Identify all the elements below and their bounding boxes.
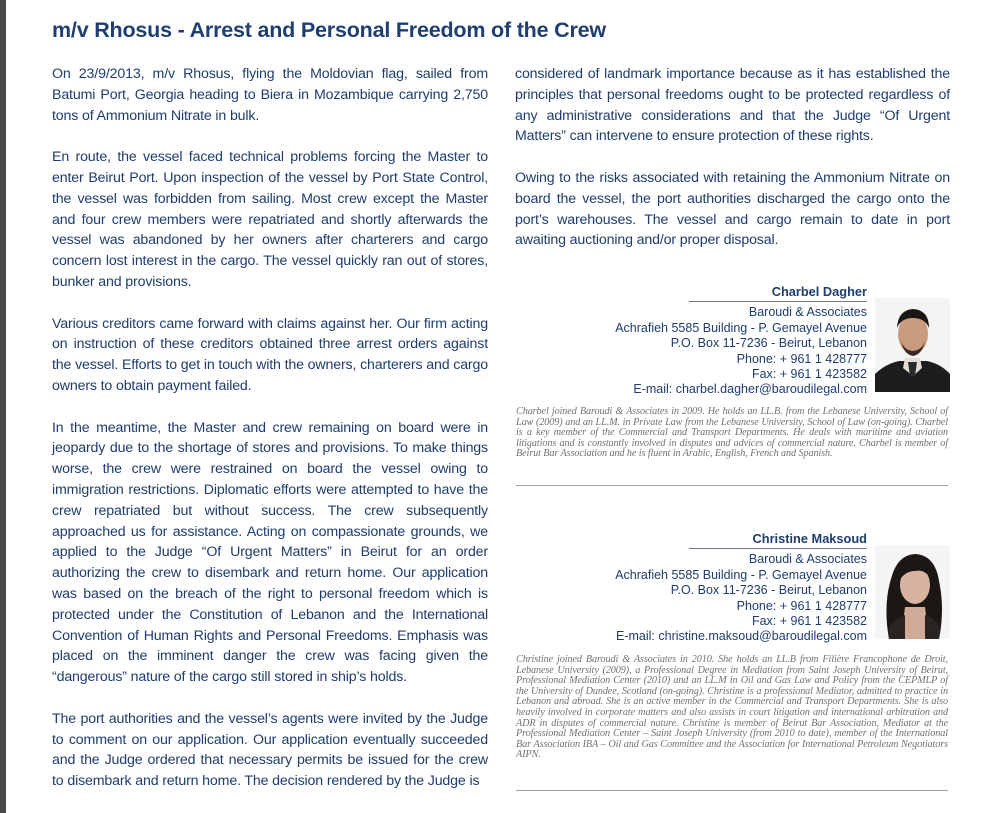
author-name: Charbel Dagher — [771, 284, 867, 299]
author-bio-christine: Christine joined Baroudi & Associates in 2010. She holds an LL.B from Filière Francophone de Droit, Lebanese University (2009), a Professional Degree in Mediation from Saint Joseph University of Beirut, Professional Mediation Center (2010) and an LL.M in Oil and Gas Law and Policy from the CEPMLP of the University of Dundee, Scotland (on-going). Christine is a professional Mediator, admitted to practice in Lebanon and abroad. She is an active member in the Commercial and Transport Departments. She is also heavily involved in corporate matters and also assists in court litigation and international arbitration and ADR in disputes of commercial nature. Christine is member of Beirut Bar Association, Mediator at the Professional Mediation Center – Saint Joseph University (from 2010 to date), member of the International Bar Association IBA – Oil and Gas Committee and the Association for International Petroleum Negotiators AIPN. — [516, 654, 948, 761]
author-phone: Phone: + 961 1 428777 — [736, 351, 867, 366]
article-paragraph: On 23/9/2013, m/v Rhosus, flying the Moldovian flag, sailed from Batumi Port, Georgia heading to Biera in Mozambique carrying 2,750 tons of Ammonium Nitrate in bulk. — [52, 66, 488, 124]
author-po-box: P.O. Box 11-7236 - Beirut, Lebanon — [670, 336, 867, 351]
author-separator — [516, 485, 948, 486]
author-po-box: P.O. Box 11-7236 - Beirut, Lebanon — [670, 583, 867, 598]
article-paragraph: The port authorities and the vessel’s agents were invited by the Judge to comment on our application. Our application eventually succeeded and the Judge ordered that necessary permits be issued for the crew to disembark and return home. The decision rendered by the Judge is — [52, 710, 488, 790]
author-address: Achrafieh 5585 Building - P. Gemayel Avenue — [615, 567, 867, 582]
author-name: Christine Maksoud — [752, 531, 867, 546]
author-firm: Baroudi & Associates — [748, 552, 867, 567]
author-photo-christine — [875, 545, 950, 639]
page-title: m/v Rhosus - Arrest and Personal Freedom of the Crew — [52, 18, 606, 42]
author-card-charbel — [615, 284, 867, 398]
author-email[interactable]: E-mail: charbel.dagher@baroudilegal.com — [633, 382, 867, 397]
author-address: Achrafieh 5585 Building - P. Gemayel Avenue — [615, 320, 867, 335]
author-card-christine — [615, 531, 867, 645]
author-fax: Fax: + 961 1 423582 — [751, 367, 867, 382]
author-phone: Phone: + 961 1 428777 — [736, 598, 867, 613]
author-bio-charbel: Charbel joined Baroudi & Associates in 2009. He holds an LL.B. from the Lebanese University, School of Law (2009) and an LL.M. in Private Law from the Lebanese University, School of Law (on-going). Charbel is a key member of the Commercial and Transport Departments. He deals with maritime and aviation litigations and is constantly involved in disputes and advices of commercial nature. Charbel is member of Beirut Bar Association and he is fluent in Arabic, English, French and Spanish. — [516, 406, 948, 460]
author-separator — [516, 790, 948, 791]
article-paragraph: considered of landmark importance because as it has established the principles that personal freedoms ought to be protected regardless of any administrative considerations and that the Judge “Of Urgent Matters” can intervene to ensure protection of these rights. — [515, 66, 950, 145]
author-divider — [689, 548, 867, 549]
page-edge-bar — [0, 0, 6, 813]
article-paragraph: Owing to the risks associated with retaining the Ammonium Nitrate on board the vessel, the port authorities discharged the cargo onto the port’s warehouses. The vessel and cargo remain to date in port awaiting auctioning and/or proper disposal. — [515, 169, 950, 249]
article-paragraph: Various creditors came forward with claims against her. Our firm acting on instruction of these creditors obtained three arrest orders against the vessel. Efforts to get in touch with the owners, charterers and cargo owners to obtain payment failed. — [52, 315, 488, 394]
article-column-left — [52, 64, 488, 813]
author-firm: Baroudi & Associates — [748, 305, 867, 320]
article-column-right — [515, 64, 950, 272]
article-paragraph: En route, the vessel faced technical problems forcing the Master to enter Beirut Port. Upon inspection of the vessel by Port State Control, the vessel was forbidden from sailing. Most crew except the Master and four crew members were repatriated and shortly afterwards the vessel was abandoned by her owners after charterers and cargo concern lost interest in the cargo. The vessel quickly ran out of stores, bunker and provisions. — [52, 149, 488, 290]
article-paragraph: In the meantime, the Master and crew remaining on board were in jeopardy due to the shortage of stores and provisions. To make things worse, the crew were restrained on board the vessel owing to immigration restrictions. Diplomatic efforts were attempted to have the crew repatriated but without success. The crew subsequently approached us for assistance. Acting on compassionate grounds, we applied to the Judge “Of Urgent Matters” in Beirut for an order authorizing the crew to disembark and return home. Our application was based on the breach of the right to personal freedom which is protected under the Constitution of Lebanon and the International Convention of Human Rights and Personal Freedoms. Emphasis was placed on the imminent danger the crew was facing given the “dangerous” nature of the cargo still stored in ship’s holds. — [52, 419, 488, 686]
author-photo-charbel — [875, 298, 950, 392]
author-fax: Fax: + 961 1 423582 — [751, 614, 867, 629]
author-email[interactable]: E-mail: christine.maksoud@baroudilegal.com — [616, 629, 867, 644]
author-divider — [689, 301, 867, 302]
